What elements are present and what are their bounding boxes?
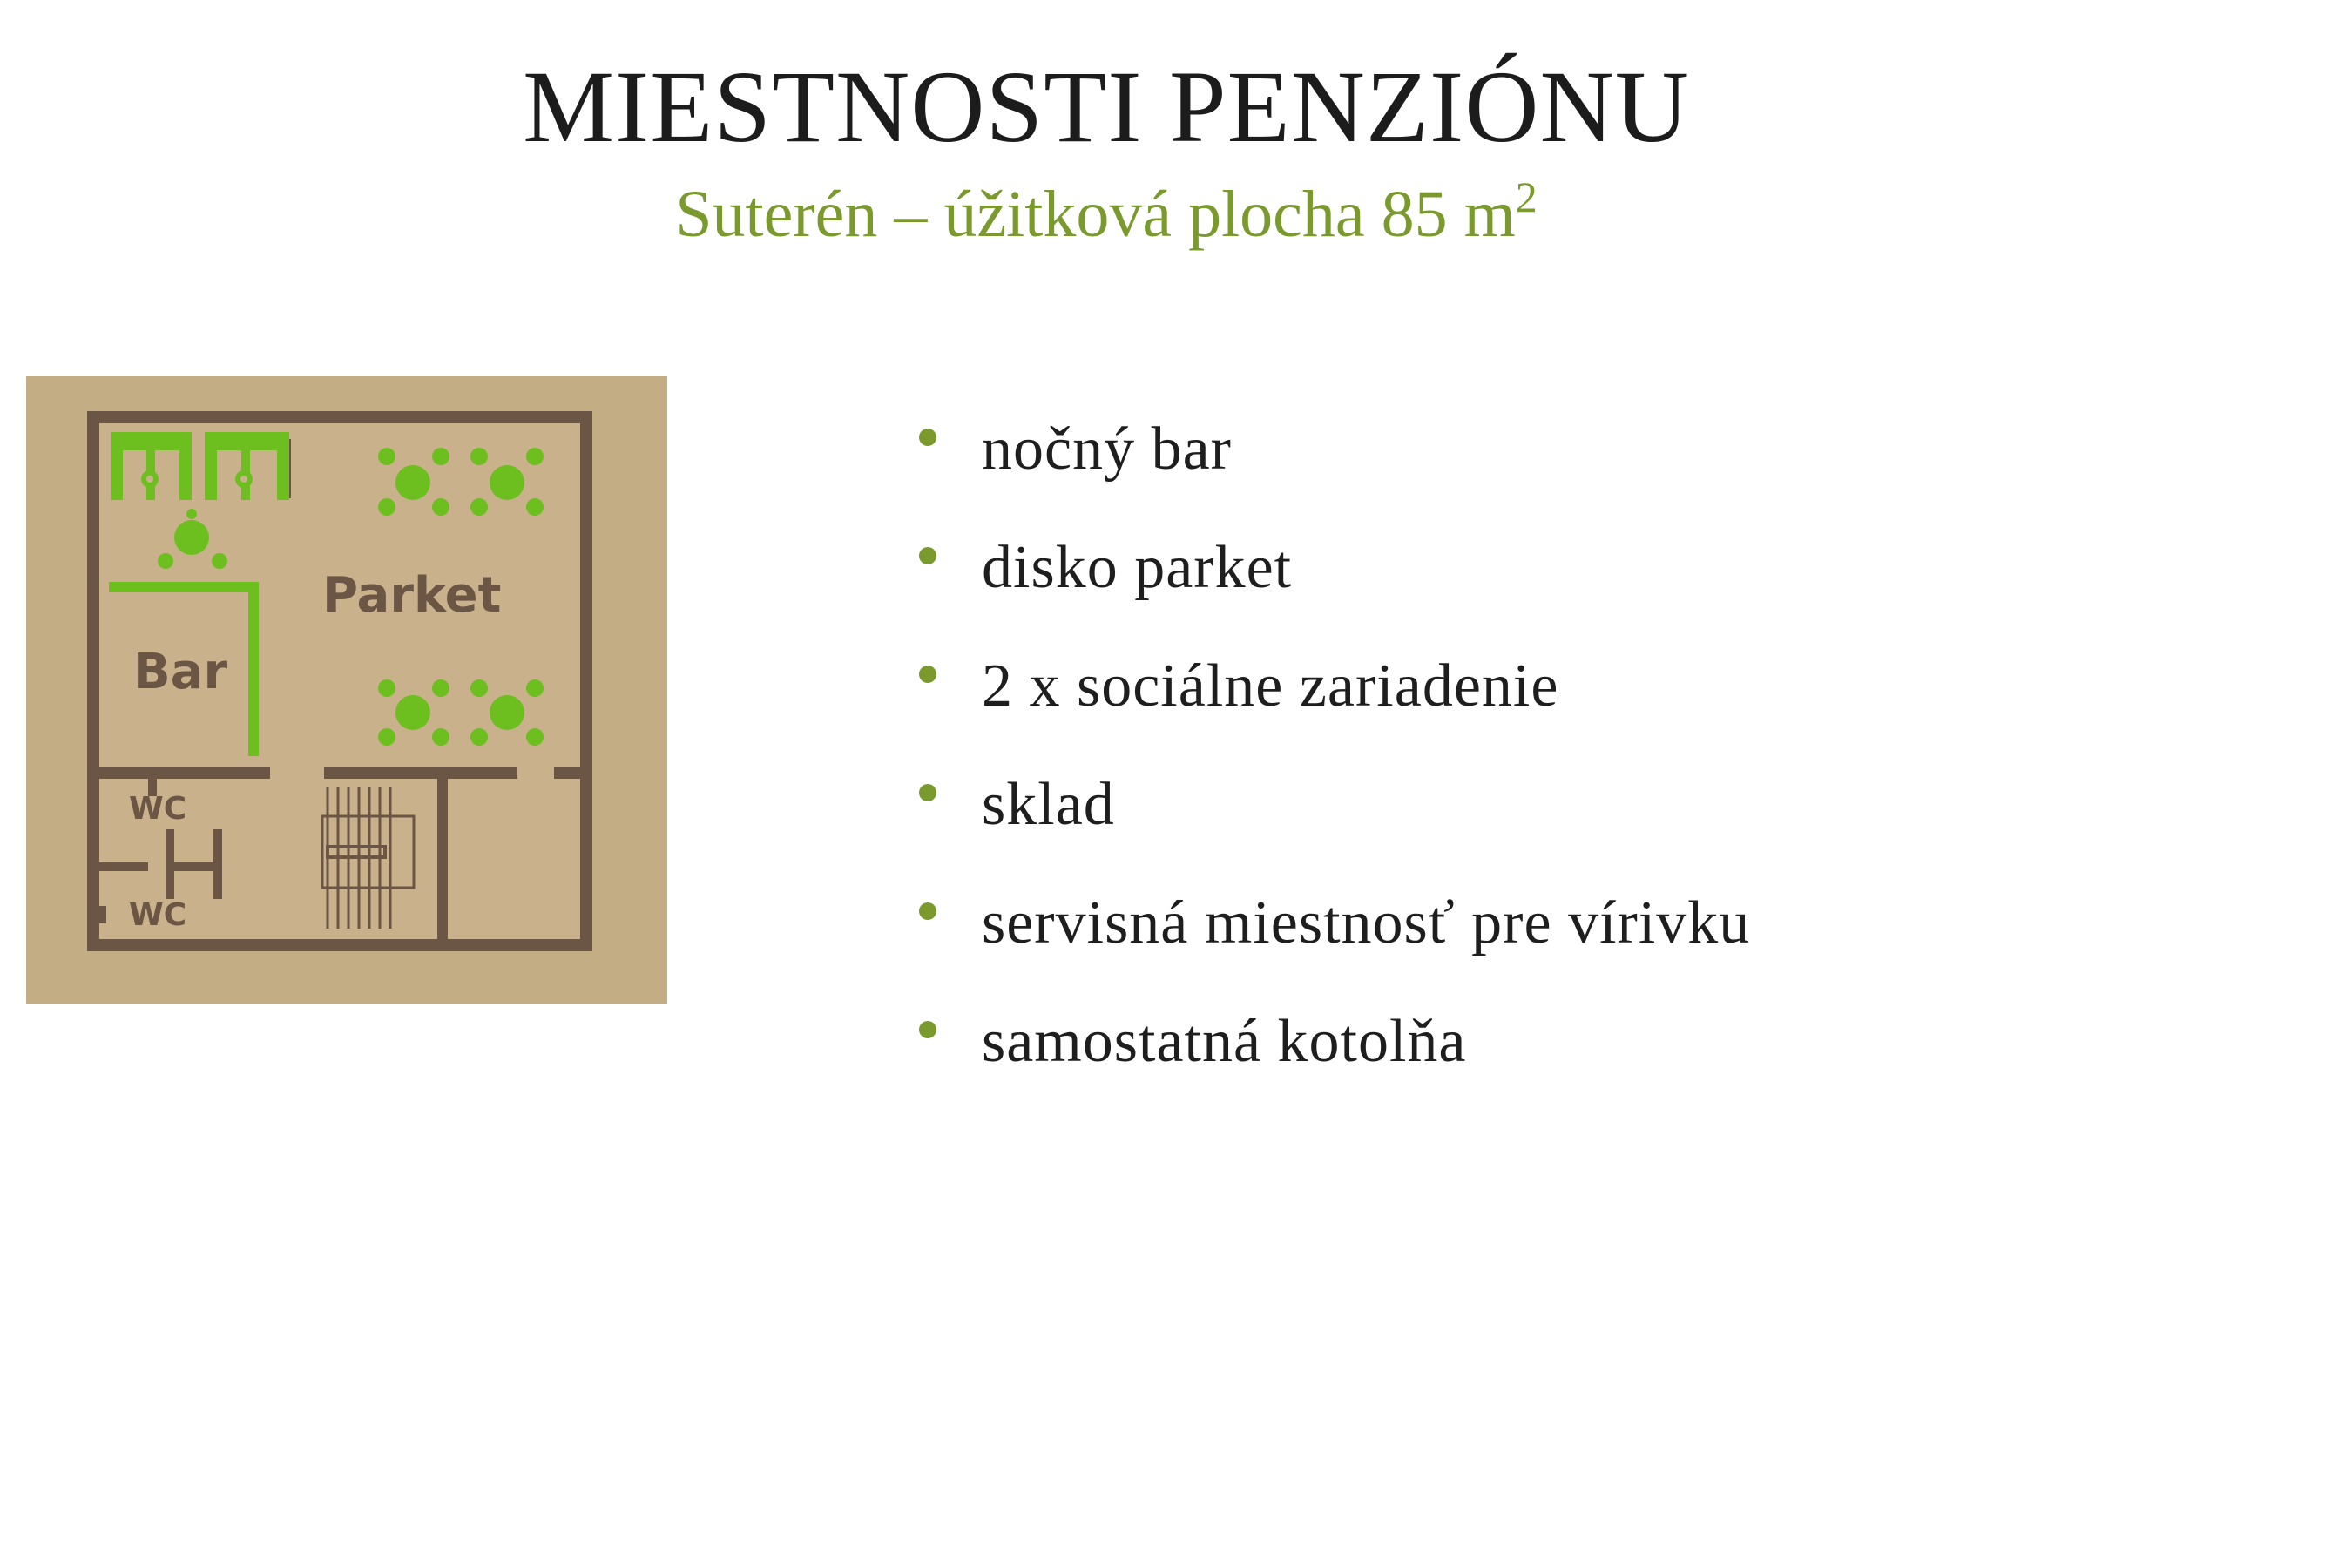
list-item-text: 2 x sociálne zariadenie	[982, 652, 1559, 720]
list-item-text: servisná miestnosť pre vírivku	[982, 889, 1751, 956]
bullet-dot-icon	[919, 1021, 936, 1038]
bullet-dot-icon	[919, 902, 936, 920]
list-item	[919, 864, 1750, 983]
room-list	[919, 390, 1750, 1101]
bullet-dot-icon	[919, 666, 936, 683]
bullet-dot-icon	[919, 784, 936, 801]
floor-plan	[26, 376, 667, 1004]
list-item	[919, 746, 1750, 864]
list-item	[919, 390, 1750, 509]
list-item	[919, 983, 1750, 1101]
list-item-text: samostatná kotolňa	[982, 1008, 1467, 1075]
parket-label: Parket	[322, 567, 502, 624]
list-item-text: nočný bar	[982, 416, 1232, 483]
list-item	[919, 509, 1750, 627]
bullet-dot-icon	[919, 429, 936, 446]
wc-label-bottom: WC	[129, 897, 187, 933]
bar-label: Bar	[133, 644, 228, 700]
list-item	[919, 627, 1750, 746]
page-subtitle	[0, 172, 2213, 256]
subtitle-superscript: 2	[1515, 172, 1538, 221]
bullet-dot-icon	[919, 547, 936, 564]
list-item-text: disko parket	[982, 534, 1293, 601]
wc-label-top: WC	[129, 791, 187, 827]
subtitle-text: Suterén – úžitková plocha 85 m	[675, 178, 1516, 251]
page-title: MIESTNOSTI PENZIÓNU	[523, 50, 1690, 164]
list-item-text: sklad	[982, 771, 1115, 838]
